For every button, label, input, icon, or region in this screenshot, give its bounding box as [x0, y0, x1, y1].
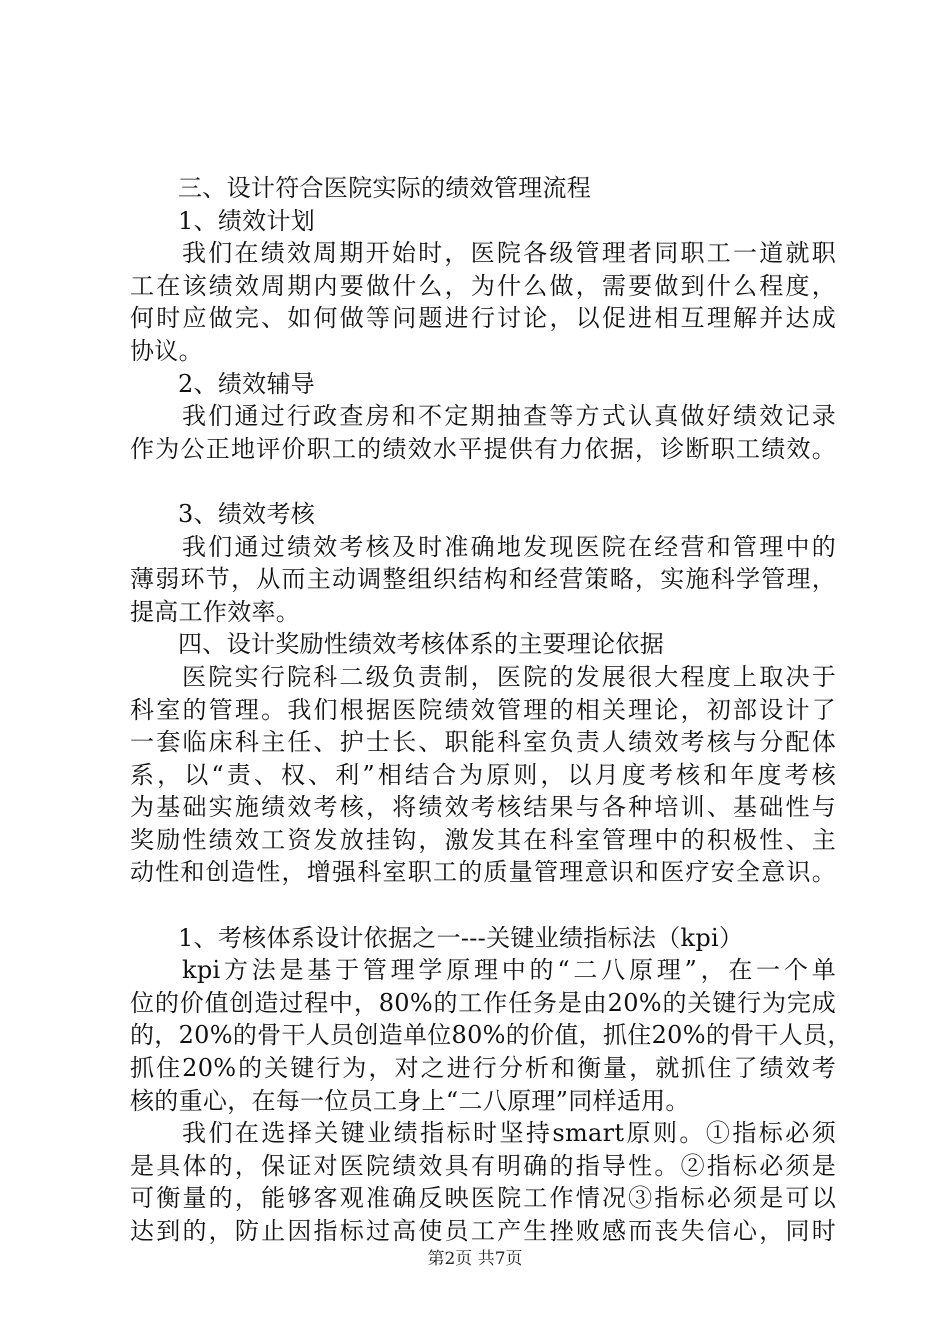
- paragraph-line: 医院实行院科二级负责制，医院的发展很大程度上取决于: [182, 662, 836, 691]
- paragraph-line: 工在该绩效周期内要做什么，为什么做，需要做到什么程度，: [130, 271, 836, 300]
- paragraph-line: 何时应做完、如何做等问题进行讨论，以促进相互理解并达成: [130, 304, 836, 333]
- paragraph-line: 奖励性绩效工资发放挂钩，激发其在科室管理中的积极性、主: [130, 825, 836, 854]
- paragraph-line: 为基础实施绩效考核，将绩效考核结果与各种培训、基础性与: [130, 793, 836, 822]
- subheading-performance-assessment: 3、绩效考核: [178, 499, 316, 528]
- subheading-kpi: 1、考核体系设计依据之一---关键业绩指标法（kpi）: [178, 923, 744, 952]
- paragraph-line: 核的重心，在每一位员工身上“二八原理”同样适用。: [130, 1086, 690, 1115]
- paragraph-line: kpi方法是基于管理学原理中的“二八原理”，在一个单: [182, 956, 836, 985]
- paragraph-line: 薄弱环节，从而主动调整组织结构和经营策略，实施科学管理，: [130, 565, 836, 594]
- paragraph-line: 动性和创造性，增强科室职工的质量管理意识和医疗安全意识。: [130, 858, 836, 887]
- paragraph-line: 系，以“责、权、利”相结合为原则，以月度考核和年度考核: [130, 760, 836, 789]
- blank-line: [130, 465, 836, 498]
- paragraph-line: 位的价值创造过程中，80%的工作任务是由20%的关键行为完成: [130, 988, 836, 1017]
- paragraph-line: 的，20%的骨干人员创造单位80%的价值，抓住20%的骨干人员，: [130, 1021, 852, 1050]
- paragraph-line: 我们在绩效周期开始时，医院各级管理者同职工一道就职: [182, 239, 836, 268]
- paragraph-line: 作为公正地评价职工的绩效水平提供有力依据，诊断职工绩效。: [130, 434, 836, 463]
- paragraph-line: 可衡量的，能够客观准确反映医院工作情况③指标必须是可以: [130, 1184, 836, 1213]
- document-body: [130, 172, 852, 1248]
- section-heading-4: 四、设计奖励性绩效考核体系的主要理论依据: [178, 630, 664, 659]
- paragraph-line: 达到的，防止因指标过高使员工产生挫败感而丧失信心，同时: [130, 1217, 836, 1245]
- paragraph-line: 我们通过绩效考核及时准确地发现医院在经营和管理中的: [182, 532, 836, 561]
- paragraph-line: 一套临床科主任、护士长、职能科室负责人绩效考核与分配体: [130, 728, 836, 757]
- paragraph-line: 科室的管理。我们根据医院绩效管理的相关理论，初部设计了: [130, 695, 836, 724]
- section-heading-3: 三、设计符合医院实际的绩效管理流程: [178, 174, 592, 202]
- page-number-footer: 第2页 共7页: [427, 1249, 523, 1269]
- paragraph-line: 提高工作效率。: [130, 597, 301, 626]
- subheading-performance-coaching: 2、绩效辅导: [178, 369, 316, 398]
- paragraph-line: 是具体的，保证对医院绩效具有明确的指导性。②指标必须是: [130, 1151, 836, 1180]
- blank-line: [130, 889, 836, 922]
- paragraph-line: 抓住20%的关键行为，对之进行分析和衡量，就抓住了绩效考: [130, 1054, 836, 1083]
- paragraph-line: 协议。: [130, 336, 203, 365]
- paragraph-line: 我们通过行政查房和不定期抽查等方式认真做好绩效记录: [182, 402, 836, 431]
- paragraph-line: 我们在选择关键业绩指标时坚持smart原则。①指标必须: [182, 1119, 836, 1148]
- subheading-performance-plan: 1、绩效计划: [178, 206, 316, 235]
